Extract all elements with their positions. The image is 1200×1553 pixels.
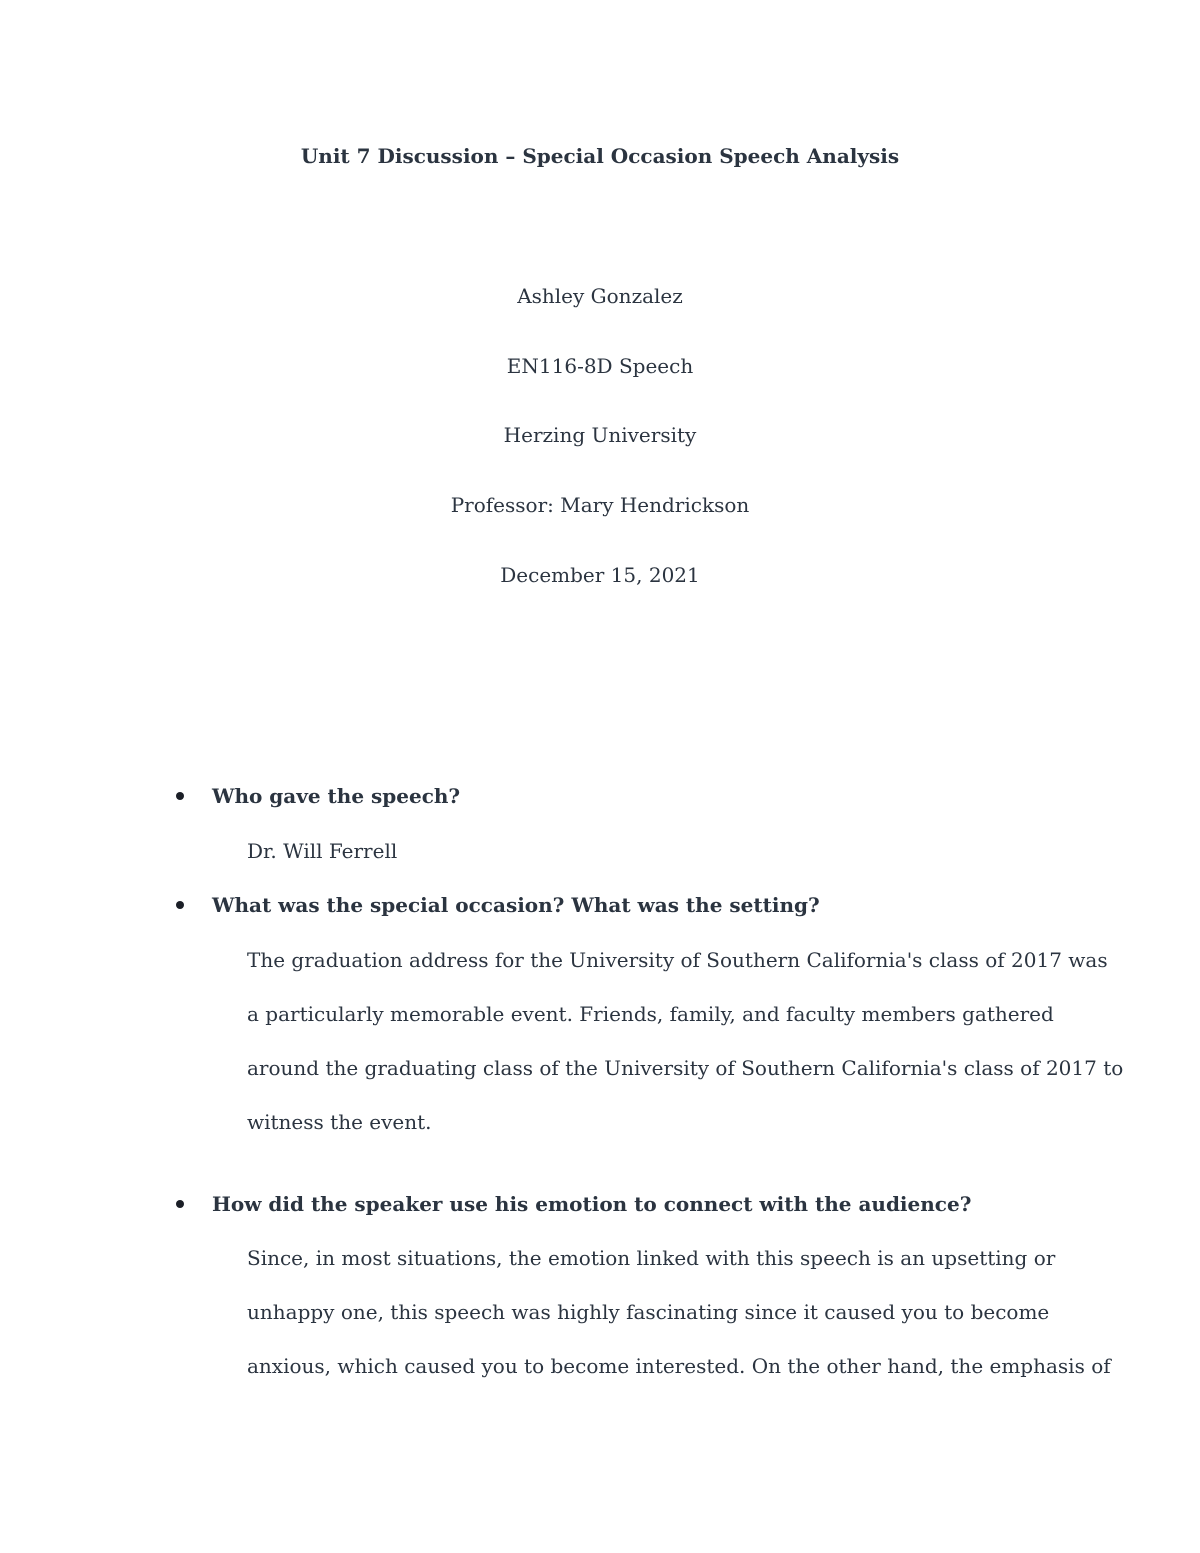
course-name: EN116-8D Speech [506,354,694,378]
answer-2-line-4: witness the event. [247,1110,432,1134]
question-3: How did the speaker use his emotion to connect with the audience? [212,1192,972,1216]
question-1: Who gave the speech? [212,784,461,808]
professor-name: Professor: Mary Hendrickson [450,493,750,517]
answer-1-line-1: Dr. Will Ferrell [247,839,398,863]
author-name: Ashley Gonzalez [517,284,683,308]
answer-3-line-1: Since, in most situations, the emotion linked with this speech is an upsetting or [247,1246,1056,1270]
bullet-icon [176,792,184,800]
bullet-icon [176,1200,184,1208]
answer-2-line-2: a particularly memorable event. Friends, family, and faculty members gathered [247,1002,1054,1026]
answer-3-line-3: anxious, which caused you to become interested. On the other hand, the emphasis of [247,1354,1111,1378]
document-date: December 15, 2021 [500,563,700,587]
institution-name: Herzing University [503,423,697,447]
bullet-icon [176,901,184,909]
answer-2-line-3: around the graduating class of the University of Southern California's class of 2017 to [247,1056,1124,1080]
document-title: Unit 7 Discussion – Special Occasion Speech Analysis [300,144,900,168]
question-2: What was the special occasion? What was the setting? [212,893,820,917]
answer-2-line-1: The graduation address for the University of Southern California's class of 2017 was [247,948,1108,972]
answer-3-line-2: unhappy one, this speech was highly fascinating since it caused you to become [247,1300,1050,1324]
